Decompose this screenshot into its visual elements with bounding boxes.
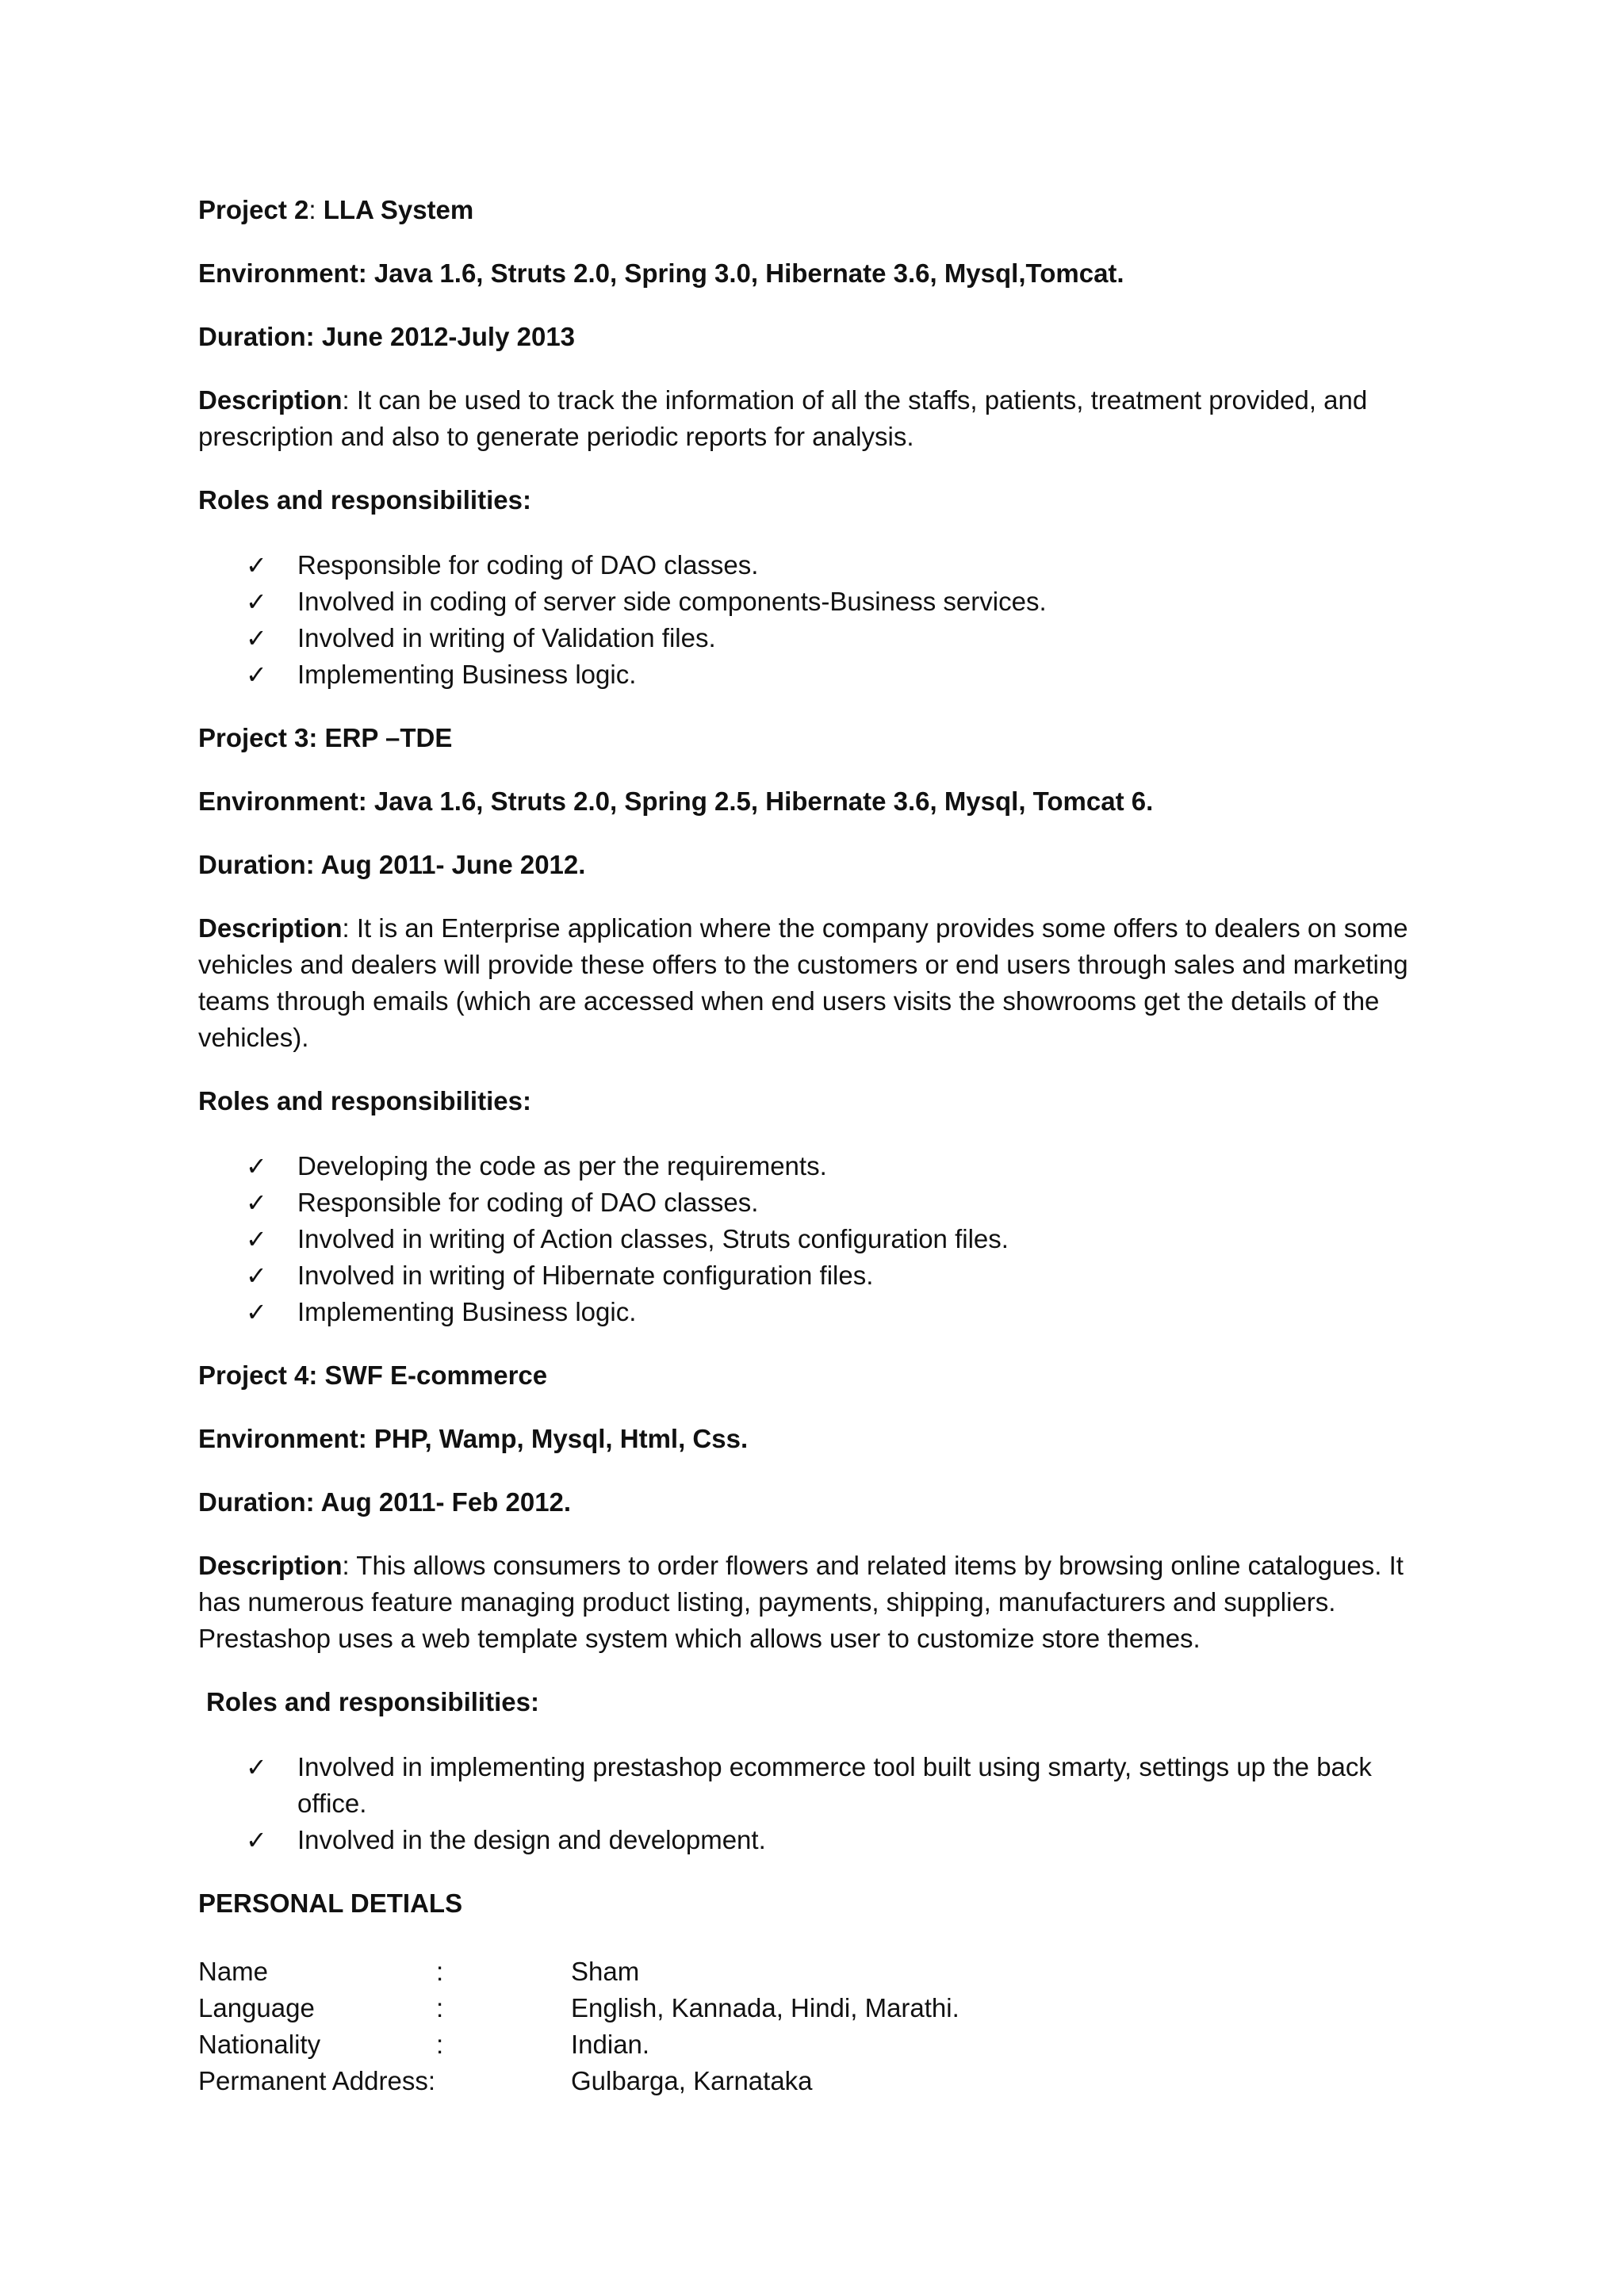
project-3-description [198, 910, 1435, 1056]
project-3-section [198, 720, 1435, 1330]
checkmark-icon: ✓ [246, 1224, 267, 1254]
project-4-roles-list [198, 1749, 1435, 1858]
checkmark-icon: ✓ [246, 1261, 267, 1291]
project-2-description-label: Description [198, 385, 343, 415]
project-3-duration: Duration: Aug 2011- June 2012. [198, 850, 586, 879]
list-item-text: Developing the code as per the requirements. [297, 1151, 827, 1181]
table-row [198, 2063, 959, 2099]
project-3-roles-title: Roles and responsibilities: [198, 1086, 531, 1115]
language-value: English, Kannada, Hindi, Marathi. [571, 1993, 959, 2022]
project-2-description [198, 382, 1435, 455]
list-item-text: Involved in the design and development. [297, 1825, 766, 1854]
list-item [198, 584, 1435, 620]
address-label: Permanent Address: [198, 2066, 435, 2095]
nationality-colon: : [436, 2030, 444, 2059]
list-item [198, 1822, 1435, 1858]
list-item [198, 547, 1435, 584]
personal-details-title: PERSONAL DETIALS [198, 1888, 463, 1918]
project-3-roles-list [198, 1148, 1435, 1330]
project-2-roles-title: Roles and responsibilities: [198, 485, 531, 515]
project-4-description-text: : This allows consumers to order flowers and related items by browsing online catalogues. It has numerous feature managing product listing, payments, shipping, manufacturers and suppliers. Prestashop uses a web template system which allows user to customize store themes. [198, 1551, 1404, 1653]
language-label: Language [198, 1993, 315, 2022]
project-3-description-text: : It is an Enterprise application where the company provides some offers to dealers on some vehicles and dealers will provide these offers to the customers or end users through sales and marketing teams through emails (which are accessed when end users visits the showrooms get the details of the vehicles). [198, 913, 1408, 1052]
name-value: Sham [571, 1957, 640, 1986]
list-item-text: Involved in implementing prestashop ecommerce tool built using smarty, settings up the back office. [297, 1752, 1372, 1818]
table-row [198, 1990, 959, 2026]
project-4-section [198, 1357, 1435, 1858]
address-value: Gulbarga, Karnataka [571, 2066, 813, 2095]
checkmark-icon: ✓ [246, 587, 267, 617]
project-2-title [198, 192, 1435, 228]
personal-details-section [198, 1885, 1435, 2099]
list-item [198, 1749, 1435, 1822]
nationality-value: Indian. [571, 2030, 650, 2059]
project-4-roles-title: Roles and responsibilities: [206, 1687, 539, 1716]
language-colon: : [436, 1993, 444, 2022]
list-item-text: Involved in writing of Action classes, Struts configuration files. [297, 1224, 1009, 1253]
project-3-description-label: Description [198, 913, 343, 943]
project-2-separator: : [308, 195, 316, 224]
list-item-text: Involved in writing of Validation files. [297, 623, 716, 652]
checkmark-icon: ✓ [246, 1151, 267, 1181]
list-item [198, 1221, 1435, 1257]
personal-details-table [198, 1954, 959, 2099]
checkmark-icon: ✓ [246, 623, 267, 653]
checkmark-icon: ✓ [246, 1825, 267, 1855]
checkmark-icon: ✓ [246, 1188, 267, 1218]
list-item [198, 656, 1435, 693]
list-item-text: Implementing Business logic. [297, 1297, 637, 1326]
list-item-text: Responsible for coding of DAO classes. [297, 550, 759, 580]
project-2-environment: Environment: Java 1.6, Struts 2.0, Spring 3.0, Hibernate 3.6, Mysql,Tomcat. [198, 258, 1124, 288]
project-4-title: Project 4: SWF E-commerce [198, 1360, 548, 1390]
table-row [198, 1954, 959, 1990]
project-2-label: Project 2 [198, 195, 309, 224]
project-4-description-label: Description [198, 1551, 343, 1580]
project-2-roles-list [198, 547, 1435, 693]
list-item [198, 1257, 1435, 1294]
project-2-description-text: : It can be used to track the information of all the staffs, patients, treatment provided, and prescription and also to generate periodic reports for analysis. [198, 385, 1368, 451]
table-row [198, 2026, 959, 2063]
nationality-label: Nationality [198, 2030, 321, 2059]
list-item-text: Involved in coding of server side components-Business services. [297, 587, 1047, 616]
name-label: Name [198, 1957, 269, 1986]
name-colon: : [436, 1957, 444, 1986]
list-item-text: Responsible for coding of DAO classes. [297, 1188, 759, 1217]
project-3-title: Project 3: ERP –TDE [198, 723, 453, 752]
project-2-duration: Duration: June 2012-July 2013 [198, 322, 576, 351]
checkmark-icon: ✓ [246, 660, 267, 690]
project-2-name: LLA System [323, 195, 474, 224]
project-4-description [198, 1548, 1435, 1657]
resume-content [198, 192, 1435, 2099]
checkmark-icon: ✓ [246, 1297, 267, 1327]
list-item-text: Implementing Business logic. [297, 660, 637, 689]
list-item [198, 620, 1435, 656]
project-4-duration: Duration: Aug 2011- Feb 2012. [198, 1487, 572, 1517]
project-3-environment: Environment: Java 1.6, Struts 2.0, Spring 2.5, Hibernate 3.6, Mysql, Tomcat 6. [198, 786, 1154, 816]
list-item-text: Involved in writing of Hibernate configuration files. [297, 1261, 874, 1290]
project-4-environment: Environment: PHP, Wamp, Mysql, Html, Css. [198, 1424, 749, 1453]
list-item [198, 1184, 1435, 1221]
checkmark-icon: ✓ [246, 550, 267, 580]
address-colon [436, 2063, 571, 2099]
project-2-section [198, 192, 1435, 693]
list-item [198, 1148, 1435, 1184]
list-item [198, 1294, 1435, 1330]
checkmark-icon: ✓ [246, 1752, 267, 1782]
